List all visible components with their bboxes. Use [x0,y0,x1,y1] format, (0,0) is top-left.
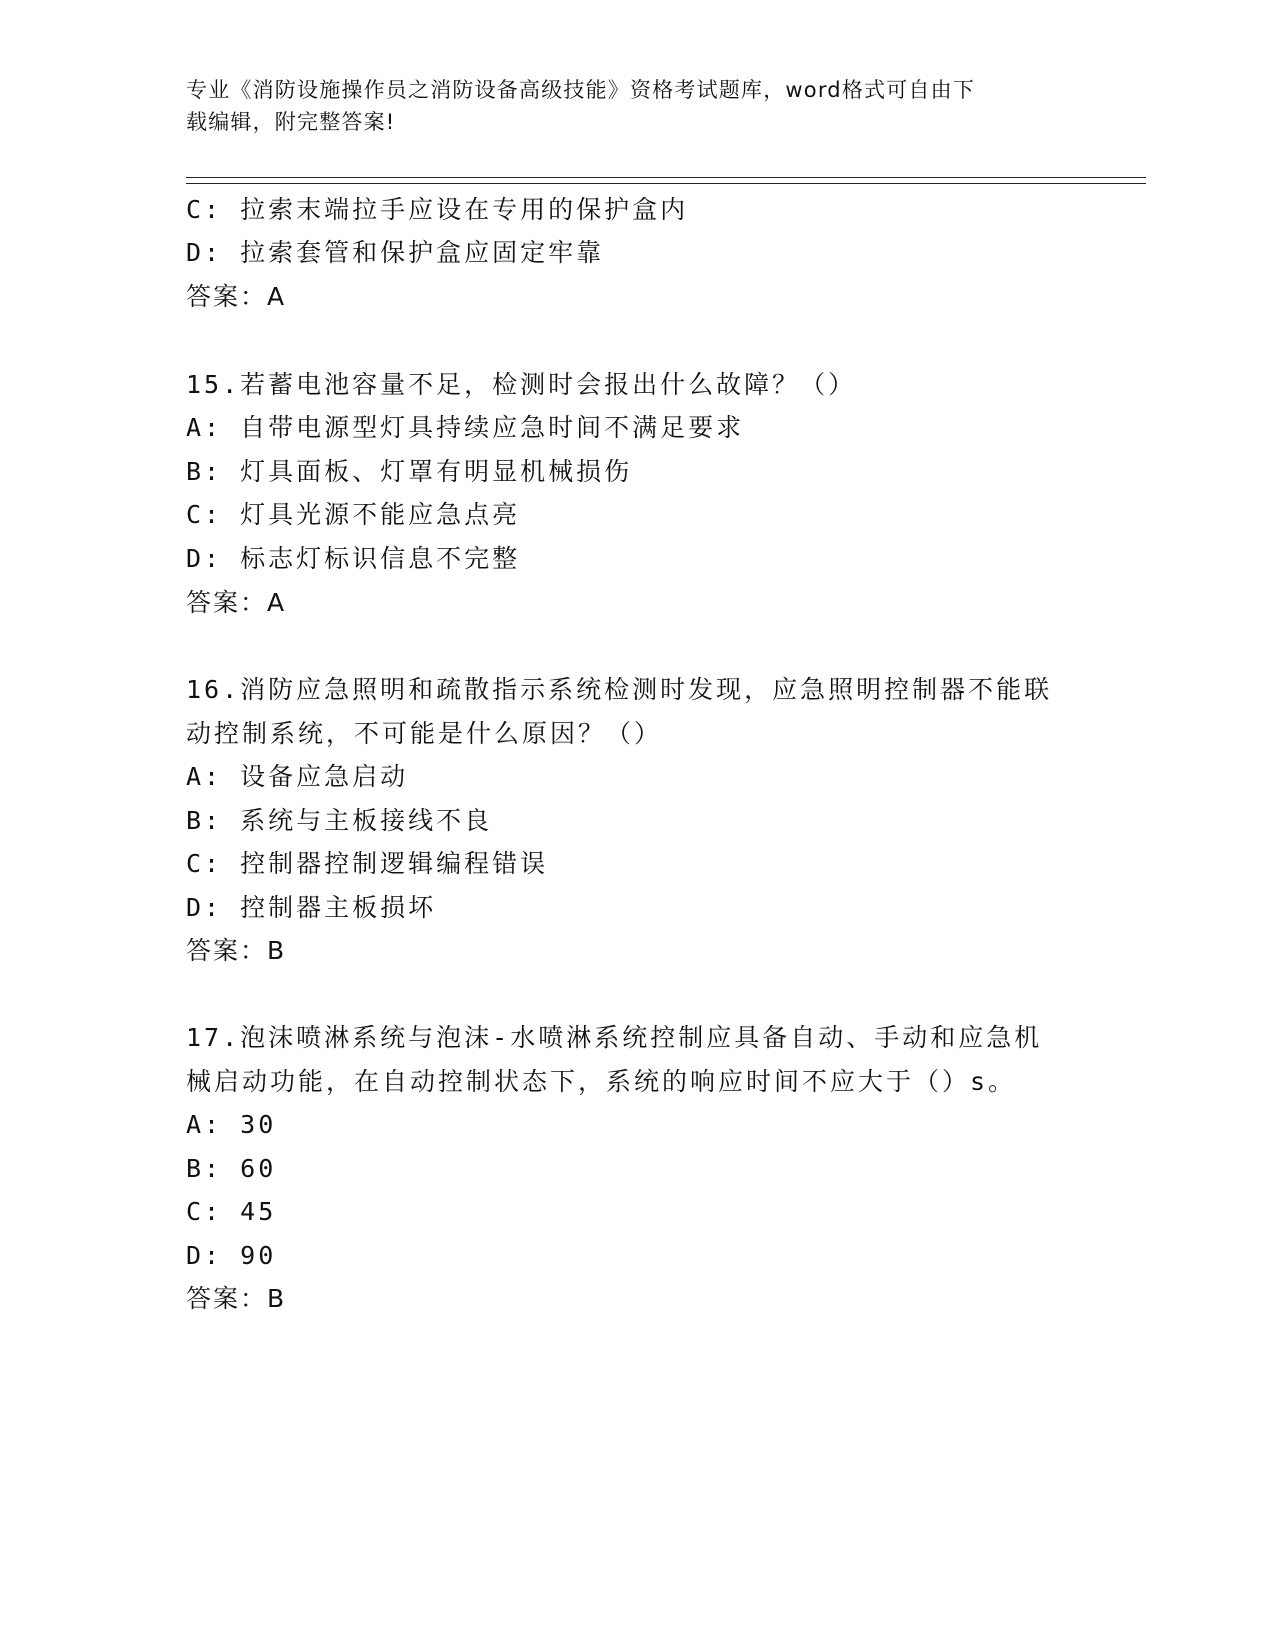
q16-option-d: D: 控制器主板损坏 [186,893,437,922]
q16-question-line-2: 动控制系统，不可能是什么原因？（） [186,719,663,748]
q15-answer: 答案：A [186,588,287,617]
q16-option-a: A: 设备应急启动 [186,762,409,791]
header-divider-top [186,177,1146,178]
q17-option-d: D: 90 [186,1241,277,1270]
q14-answer: 答案：A [186,282,287,311]
document-header [186,74,1066,138]
q15-question: 15.若蓄电池容量不足，检测时会报出什么故障？（） [186,370,857,399]
header-divider-bottom [186,183,1146,184]
q15-option-c: C: 灯具光源不能应急点亮 [186,500,521,529]
q17-question-line-2: 械启动功能，在自动控制状态下，系统的响应时间不应大于（）s。 [186,1067,1017,1096]
q16-option-c: C: 控制器控制逻辑编程错误 [186,849,549,878]
q17-question-line-1: 17.泡沫喷淋系统与泡沫-水喷淋系统控制应具备自动、手动和应急机 [186,1023,1043,1052]
q15-option-a: A: 自带电源型灯具持续应急时间不满足要求 [186,413,745,442]
q17-option-a: A: 30 [186,1110,277,1139]
q17-option-b: B: 60 [186,1154,277,1183]
q14-option-c: C: 拉索末端拉手应设在专用的保护盒内 [186,195,689,224]
header-line-1: 专业《消防设施操作员之消防设备高级技能》资格考试题库，word格式可自由下 [186,78,976,102]
q16-option-b: B: 系统与主板接线不良 [186,806,493,835]
q17-answer: 答案：B [186,1284,287,1313]
q14-option-d: D: 拉索套管和保护盒应固定牢靠 [186,238,605,267]
header-line-2: 载编辑，附完整答案! [186,110,396,134]
q17-option-c: C: 45 [186,1197,277,1226]
q15-option-d: D: 标志灯标识信息不完整 [186,544,521,573]
q15-option-b: B: 灯具面板、灯罩有明显机械损伤 [186,457,633,486]
q16-question-line-1: 16.消防应急照明和疏散指示系统检测时发现，应急照明控制器不能联 [186,675,1053,704]
q16-answer: 答案：B [186,936,287,965]
